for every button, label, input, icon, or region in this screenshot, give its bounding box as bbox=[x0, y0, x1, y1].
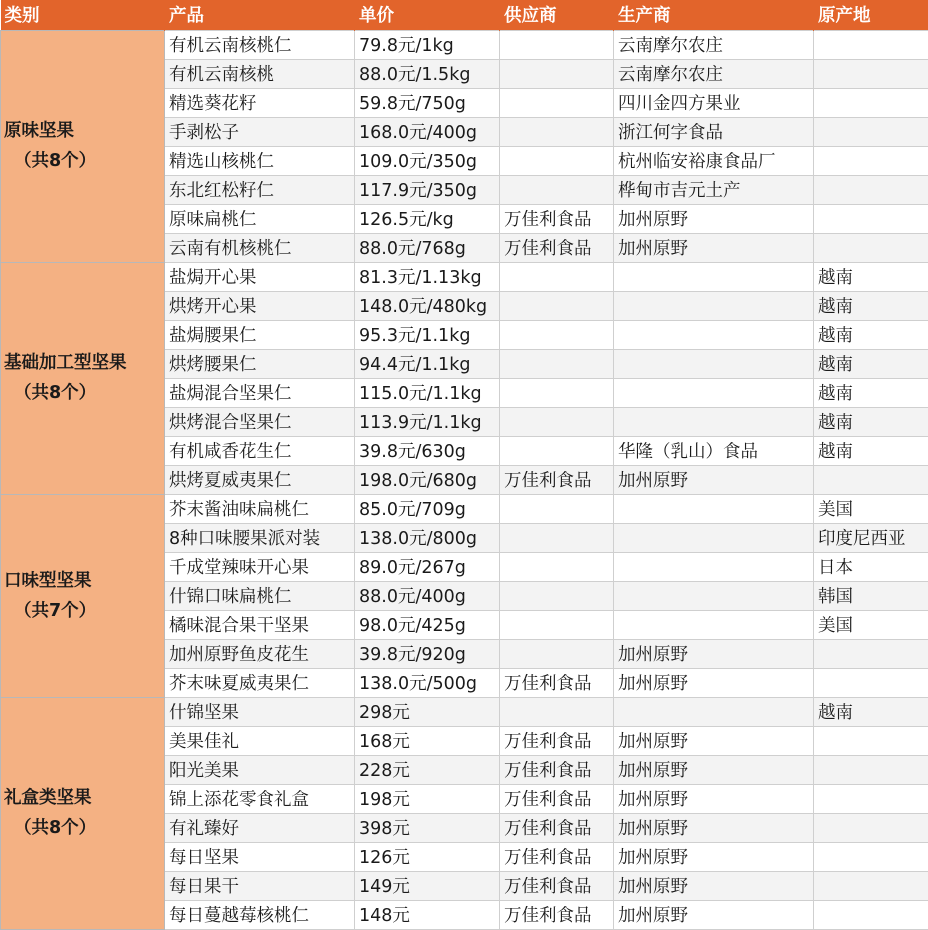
cell-supplier[interactable] bbox=[500, 610, 614, 639]
cell-manufacturer[interactable]: 桦甸市吉元土产 bbox=[614, 175, 814, 204]
cell-origin[interactable] bbox=[814, 726, 928, 755]
cell-supplier[interactable] bbox=[500, 146, 614, 175]
header-origin[interactable]: 原产地 bbox=[814, 0, 928, 30]
cell-origin[interactable] bbox=[814, 233, 928, 262]
cell-manufacturer[interactable] bbox=[614, 494, 814, 523]
cell-supplier[interactable] bbox=[500, 291, 614, 320]
cell-manufacturer[interactable]: 加州原野 bbox=[614, 668, 814, 697]
cell-manufacturer[interactable]: 加州原野 bbox=[614, 639, 814, 668]
cell-origin[interactable] bbox=[814, 842, 928, 871]
cell-price[interactable]: 85.0元/709g bbox=[355, 494, 500, 523]
cell-origin[interactable] bbox=[814, 639, 928, 668]
table-row bbox=[1, 262, 928, 291]
cell-supplier[interactable] bbox=[500, 552, 614, 581]
cell-price[interactable]: 88.0元/768g bbox=[355, 233, 500, 262]
cell-product[interactable]: 有机云南核桃仁 bbox=[165, 30, 355, 59]
cell-product[interactable]: 美果佳礼 bbox=[165, 726, 355, 755]
cell-supplier[interactable] bbox=[500, 262, 614, 291]
cell-origin[interactable]: 越南 bbox=[814, 262, 928, 291]
cell-origin[interactable] bbox=[814, 784, 928, 813]
cell-manufacturer[interactable]: 四川金四方果业 bbox=[614, 88, 814, 117]
cell-product[interactable]: 云南有机核桃仁 bbox=[165, 233, 355, 262]
cell-origin[interactable] bbox=[814, 146, 928, 175]
cell-price[interactable]: 95.3元/1.1kg bbox=[355, 320, 500, 349]
cell-manufacturer[interactable] bbox=[614, 697, 814, 726]
category-cell[interactable] bbox=[1, 262, 165, 494]
cell-product[interactable]: 锦上添花零食礼盒 bbox=[165, 784, 355, 813]
cell-price[interactable]: 148.0元/480kg bbox=[355, 291, 500, 320]
cell-manufacturer[interactable] bbox=[614, 349, 814, 378]
cell-price[interactable]: 88.0元/400g bbox=[355, 581, 500, 610]
cell-manufacturer[interactable]: 加州原野 bbox=[614, 755, 814, 784]
cell-manufacturer[interactable]: 加州原野 bbox=[614, 784, 814, 813]
cell-manufacturer[interactable] bbox=[614, 291, 814, 320]
cell-origin[interactable]: 越南 bbox=[814, 407, 928, 436]
cell-product[interactable]: 橘味混合果干坚果 bbox=[165, 610, 355, 639]
cell-price[interactable]: 39.8元/630g bbox=[355, 436, 500, 465]
cell-supplier[interactable] bbox=[500, 639, 614, 668]
cell-origin[interactable]: 日本 bbox=[814, 552, 928, 581]
cell-manufacturer[interactable]: 加州原野 bbox=[614, 842, 814, 871]
cell-manufacturer[interactable]: 华隆（乳山）食品 bbox=[614, 436, 814, 465]
cell-manufacturer[interactable] bbox=[614, 262, 814, 291]
cell-manufacturer[interactable]: 加州原野 bbox=[614, 813, 814, 842]
cell-supplier[interactable]: 万佳利食品 bbox=[500, 871, 614, 900]
header-category[interactable]: 类别 bbox=[1, 0, 165, 30]
cell-manufacturer[interactable]: 杭州临安裕康食品厂 bbox=[614, 146, 814, 175]
cell-price[interactable]: 198元 bbox=[355, 784, 500, 813]
cell-supplier[interactable]: 万佳利食品 bbox=[500, 813, 614, 842]
cell-product[interactable]: 烘烤腰果仁 bbox=[165, 349, 355, 378]
cell-origin[interactable] bbox=[814, 59, 928, 88]
header-price[interactable]: 单价 bbox=[355, 0, 500, 30]
cell-supplier[interactable]: 万佳利食品 bbox=[500, 900, 614, 929]
cell-supplier[interactable] bbox=[500, 494, 614, 523]
cell-origin[interactable] bbox=[814, 813, 928, 842]
cell-manufacturer[interactable]: 加州原野 bbox=[614, 900, 814, 929]
cell-product[interactable]: 什锦口味扁桃仁 bbox=[165, 581, 355, 610]
cell-price[interactable]: 298元 bbox=[355, 697, 500, 726]
cell-supplier[interactable] bbox=[500, 523, 614, 552]
cell-price[interactable]: 109.0元/350g bbox=[355, 146, 500, 175]
cell-origin[interactable]: 越南 bbox=[814, 349, 928, 378]
cell-origin[interactable]: 越南 bbox=[814, 697, 928, 726]
cell-price[interactable]: 59.8元/750g bbox=[355, 88, 500, 117]
cell-product[interactable]: 烘烤开心果 bbox=[165, 291, 355, 320]
cell-supplier[interactable] bbox=[500, 30, 614, 59]
header-manufacturer[interactable]: 生产商 bbox=[614, 0, 814, 30]
table-row bbox=[1, 697, 928, 726]
cell-price[interactable]: 198.0元/680g bbox=[355, 465, 500, 494]
cell-manufacturer[interactable] bbox=[614, 610, 814, 639]
cell-price[interactable]: 138.0元/800g bbox=[355, 523, 500, 552]
category-name: 礼盒类坚果 bbox=[4, 788, 92, 808]
cell-supplier[interactable] bbox=[500, 436, 614, 465]
cell-origin[interactable] bbox=[814, 900, 928, 929]
cell-price[interactable]: 126元 bbox=[355, 842, 500, 871]
cell-product[interactable]: 有礼臻好 bbox=[165, 813, 355, 842]
cell-manufacturer[interactable]: 云南摩尔农庄 bbox=[614, 30, 814, 59]
cell-product[interactable]: 烘烤夏威夷果仁 bbox=[165, 465, 355, 494]
cell-supplier[interactable]: 万佳利食品 bbox=[500, 204, 614, 233]
cell-product[interactable]: 精选葵花籽 bbox=[165, 88, 355, 117]
cell-price[interactable]: 168.0元/400g bbox=[355, 117, 500, 146]
cell-product[interactable]: 加州原野鱼皮花生 bbox=[165, 639, 355, 668]
cell-price[interactable]: 138.0元/500g bbox=[355, 668, 500, 697]
cell-price[interactable]: 398元 bbox=[355, 813, 500, 842]
cell-product[interactable]: 精选山核桃仁 bbox=[165, 146, 355, 175]
cell-manufacturer[interactable]: 云南摩尔农庄 bbox=[614, 59, 814, 88]
cell-price[interactable]: 79.8元/1kg bbox=[355, 30, 500, 59]
cell-supplier[interactable] bbox=[500, 697, 614, 726]
cell-price[interactable]: 89.0元/267g bbox=[355, 552, 500, 581]
cell-origin[interactable] bbox=[814, 117, 928, 146]
cell-price[interactable]: 148元 bbox=[355, 900, 500, 929]
category-name: 原味坚果 bbox=[4, 121, 74, 141]
category-count: （共8个） bbox=[4, 378, 164, 408]
cell-product[interactable]: 烘烤混合坚果仁 bbox=[165, 407, 355, 436]
cell-product[interactable]: 东北红松籽仁 bbox=[165, 175, 355, 204]
cell-origin[interactable] bbox=[814, 871, 928, 900]
cell-product[interactable]: 芥末味夏威夷果仁 bbox=[165, 668, 355, 697]
cell-origin[interactable] bbox=[814, 755, 928, 784]
cell-product[interactable]: 每日坚果 bbox=[165, 842, 355, 871]
cell-product[interactable]: 盐焗开心果 bbox=[165, 262, 355, 291]
cell-price[interactable]: 113.9元/1.1kg bbox=[355, 407, 500, 436]
cell-price[interactable]: 94.4元/1.1kg bbox=[355, 349, 500, 378]
cell-product[interactable]: 什锦坚果 bbox=[165, 697, 355, 726]
table-body bbox=[1, 30, 928, 929]
cell-price[interactable]: 117.9元/350g bbox=[355, 175, 500, 204]
category-cell[interactable] bbox=[1, 697, 165, 929]
cell-supplier[interactable]: 万佳利食品 bbox=[500, 842, 614, 871]
category-cell[interactable] bbox=[1, 494, 165, 697]
cell-manufacturer[interactable] bbox=[614, 320, 814, 349]
cell-product[interactable]: 手剥松子 bbox=[165, 117, 355, 146]
cell-price[interactable]: 126.5元/kg bbox=[355, 204, 500, 233]
cell-price[interactable]: 39.8元/920g bbox=[355, 639, 500, 668]
cell-price[interactable]: 81.3元/1.13kg bbox=[355, 262, 500, 291]
cell-origin[interactable]: 美国 bbox=[814, 610, 928, 639]
cell-manufacturer[interactable] bbox=[614, 552, 814, 581]
header-row bbox=[1, 0, 928, 30]
cell-origin[interactable] bbox=[814, 175, 928, 204]
table-row bbox=[1, 494, 928, 523]
cell-supplier[interactable] bbox=[500, 378, 614, 407]
cell-supplier[interactable] bbox=[500, 407, 614, 436]
cell-origin[interactable] bbox=[814, 465, 928, 494]
category-count: （共7个） bbox=[4, 596, 164, 626]
cell-manufacturer[interactable]: 浙江何字食品 bbox=[614, 117, 814, 146]
cell-origin[interactable]: 印度尼西亚 bbox=[814, 523, 928, 552]
cell-product[interactable]: 阳光美果 bbox=[165, 755, 355, 784]
cell-origin[interactable]: 韩国 bbox=[814, 581, 928, 610]
cell-manufacturer[interactable]: 加州原野 bbox=[614, 233, 814, 262]
category-name: 基础加工型坚果 bbox=[4, 353, 127, 373]
cell-product[interactable]: 8种口味腰果派对装 bbox=[165, 523, 355, 552]
cell-origin[interactable]: 美国 bbox=[814, 494, 928, 523]
cell-supplier[interactable]: 万佳利食品 bbox=[500, 755, 614, 784]
cell-origin[interactable]: 越南 bbox=[814, 291, 928, 320]
cell-manufacturer[interactable] bbox=[614, 407, 814, 436]
cell-product[interactable]: 每日果干 bbox=[165, 871, 355, 900]
cell-manufacturer[interactable]: 加州原野 bbox=[614, 204, 814, 233]
cell-supplier[interactable]: 万佳利食品 bbox=[500, 465, 614, 494]
cell-product[interactable]: 有机云南核桃 bbox=[165, 59, 355, 88]
cell-product[interactable]: 盐焗腰果仁 bbox=[165, 320, 355, 349]
cell-supplier[interactable]: 万佳利食品 bbox=[500, 726, 614, 755]
cell-supplier[interactable]: 万佳利食品 bbox=[500, 784, 614, 813]
cell-product[interactable]: 有机咸香花生仁 bbox=[165, 436, 355, 465]
cell-manufacturer[interactable] bbox=[614, 581, 814, 610]
cell-origin[interactable] bbox=[814, 668, 928, 697]
cell-product[interactable]: 每日蔓越莓核桃仁 bbox=[165, 900, 355, 929]
cell-price[interactable]: 168元 bbox=[355, 726, 500, 755]
header-supplier[interactable]: 供应商 bbox=[500, 0, 614, 30]
cell-supplier[interactable] bbox=[500, 59, 614, 88]
cell-origin[interactable] bbox=[814, 30, 928, 59]
cell-product[interactable]: 盐焗混合坚果仁 bbox=[165, 378, 355, 407]
header-product[interactable]: 产品 bbox=[165, 0, 355, 30]
category-cell[interactable] bbox=[1, 30, 165, 262]
cell-manufacturer[interactable]: 加州原野 bbox=[614, 871, 814, 900]
cell-supplier[interactable] bbox=[500, 349, 614, 378]
cell-supplier[interactable]: 万佳利食品 bbox=[500, 233, 614, 262]
cell-supplier[interactable]: 万佳利食品 bbox=[500, 668, 614, 697]
category-name: 口味型坚果 bbox=[4, 571, 92, 591]
cell-supplier[interactable] bbox=[500, 88, 614, 117]
cell-origin[interactable]: 越南 bbox=[814, 320, 928, 349]
cell-manufacturer[interactable] bbox=[614, 523, 814, 552]
cell-price[interactable]: 88.0元/1.5kg bbox=[355, 59, 500, 88]
cell-price[interactable]: 98.0元/425g bbox=[355, 610, 500, 639]
cell-supplier[interactable] bbox=[500, 320, 614, 349]
cell-supplier[interactable] bbox=[500, 581, 614, 610]
cell-manufacturer[interactable] bbox=[614, 378, 814, 407]
cell-manufacturer[interactable]: 加州原野 bbox=[614, 726, 814, 755]
cell-origin[interactable] bbox=[814, 88, 928, 117]
cell-supplier[interactable] bbox=[500, 117, 614, 146]
cell-product[interactable]: 千成堂辣味开心果 bbox=[165, 552, 355, 581]
cell-price[interactable]: 149元 bbox=[355, 871, 500, 900]
table-row bbox=[1, 30, 928, 59]
cell-origin[interactable]: 越南 bbox=[814, 436, 928, 465]
cell-price[interactable]: 115.0元/1.1kg bbox=[355, 378, 500, 407]
cell-product[interactable]: 原味扁桃仁 bbox=[165, 204, 355, 233]
cell-price[interactable]: 228元 bbox=[355, 755, 500, 784]
category-count: （共8个） bbox=[4, 813, 164, 843]
cell-origin[interactable] bbox=[814, 204, 928, 233]
cell-supplier[interactable] bbox=[500, 175, 614, 204]
cell-manufacturer[interactable]: 加州原野 bbox=[614, 465, 814, 494]
category-count: （共8个） bbox=[4, 146, 164, 176]
cell-product[interactable]: 芥末酱油味扁桃仁 bbox=[165, 494, 355, 523]
cell-origin[interactable]: 越南 bbox=[814, 378, 928, 407]
